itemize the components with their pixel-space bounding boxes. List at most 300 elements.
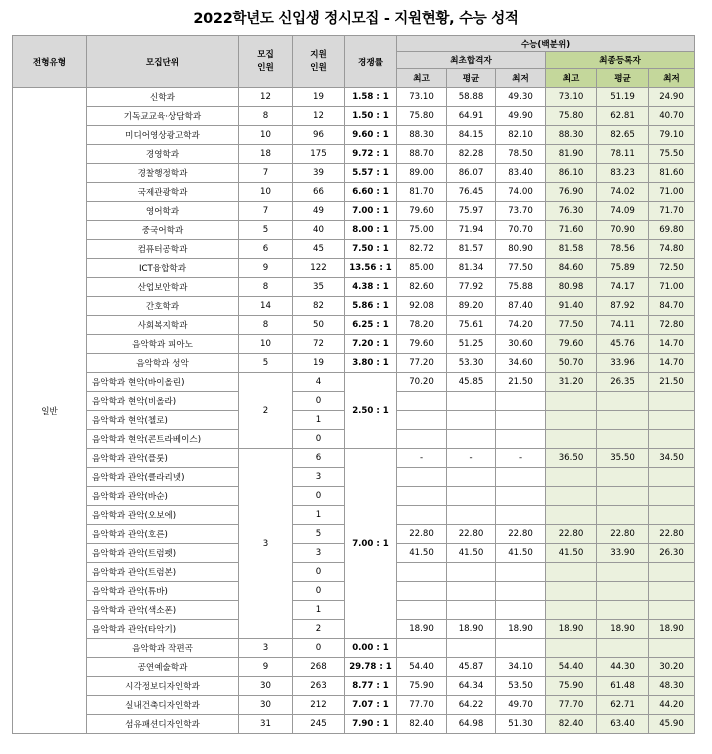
- quota-cell: 30: [239, 696, 293, 715]
- unit-cell: 신학과: [87, 88, 239, 107]
- unit-cell: 음악학과 관악(튜바): [87, 582, 239, 601]
- final-avg: 78.11: [597, 145, 649, 164]
- unit-cell: 영어학과: [87, 202, 239, 221]
- applicants-cell: 45: [293, 240, 345, 259]
- first-min: 73.70: [496, 202, 546, 221]
- unit-cell: 음악학과 관악(트럼본): [87, 563, 239, 582]
- final-max: [546, 392, 597, 411]
- final-min: 14.70: [649, 335, 695, 354]
- header-suneung: 수능(백분위): [397, 36, 695, 52]
- applicants-cell: 39: [293, 164, 345, 183]
- applicants-cell: 40: [293, 221, 345, 240]
- first-min: 75.88: [496, 278, 546, 297]
- first-min: 34.60: [496, 354, 546, 373]
- first-avg: [447, 639, 496, 658]
- applicants-cell: 175: [293, 145, 345, 164]
- first-avg: 58.88: [447, 88, 496, 107]
- first-max: 77.70: [397, 696, 447, 715]
- final-max: [546, 563, 597, 582]
- first-max: 75.80: [397, 107, 447, 126]
- ratio-cell: 13.56 : 1: [345, 259, 397, 278]
- applicants-cell: 3: [293, 544, 345, 563]
- final-min: [649, 411, 695, 430]
- final-avg: 22.80: [597, 525, 649, 544]
- first-max: 22.80: [397, 525, 447, 544]
- final-min: [649, 601, 695, 620]
- final-max: 41.50: [546, 544, 597, 563]
- final-max: 31.20: [546, 373, 597, 392]
- quota-cell: 8: [239, 107, 293, 126]
- first-avg: 18.90: [447, 620, 496, 639]
- first-min: [496, 487, 546, 506]
- unit-cell: 음악학과 관악(클라리넷): [87, 468, 239, 487]
- first-avg: [447, 430, 496, 449]
- first-min: 34.10: [496, 658, 546, 677]
- applicants-cell: 1: [293, 601, 345, 620]
- ratio-cell: 1.50 : 1: [345, 107, 397, 126]
- unit-cell: 음악학과 현악(콘트라베이스): [87, 430, 239, 449]
- final-min: 69.80: [649, 221, 695, 240]
- table-row: [13, 316, 695, 335]
- final-min: [649, 392, 695, 411]
- final-max: 88.30: [546, 126, 597, 145]
- unit-cell: 미디어영상광고학과: [87, 126, 239, 145]
- final-max: [546, 582, 597, 601]
- table-body: [13, 88, 695, 734]
- first-max: 82.60: [397, 278, 447, 297]
- first-avg: [447, 411, 496, 430]
- final-min: 30.20: [649, 658, 695, 677]
- table-row: [13, 715, 695, 734]
- final-avg: 62.81: [597, 107, 649, 126]
- unit-cell: 음악학과 현악(비올라): [87, 392, 239, 411]
- header-first-min: 최저: [496, 69, 546, 88]
- first-avg: 64.22: [447, 696, 496, 715]
- final-min: 81.60: [649, 164, 695, 183]
- first-avg: 75.61: [447, 316, 496, 335]
- unit-cell: 산업보안학과: [87, 278, 239, 297]
- final-max: 79.60: [546, 335, 597, 354]
- first-avg: 75.97: [447, 202, 496, 221]
- header-final-max: 최고: [546, 69, 597, 88]
- first-min: 30.60: [496, 335, 546, 354]
- final-min: 75.50: [649, 145, 695, 164]
- final-min: 44.20: [649, 696, 695, 715]
- header-final-registered: 최종등록자: [546, 52, 695, 69]
- first-min: 41.50: [496, 544, 546, 563]
- header-first-pass: 최초합격자: [397, 52, 546, 69]
- unit-cell: 실내건축디자인학과: [87, 696, 239, 715]
- final-avg: [597, 506, 649, 525]
- unit-cell: 섬유패션디자인학과: [87, 715, 239, 734]
- unit-cell: 음악학과 현악(첼로): [87, 411, 239, 430]
- table-row: [13, 297, 695, 316]
- first-max: 88.30: [397, 126, 447, 145]
- final-min: 26.30: [649, 544, 695, 563]
- first-max: 70.20: [397, 373, 447, 392]
- first-avg: 76.45: [447, 183, 496, 202]
- final-avg: 61.48: [597, 677, 649, 696]
- header-type: 전형유형: [13, 36, 87, 88]
- first-max: [397, 430, 447, 449]
- final-max: 71.60: [546, 221, 597, 240]
- final-avg: 18.90: [597, 620, 649, 639]
- first-min: 22.80: [496, 525, 546, 544]
- final-max: [546, 506, 597, 525]
- unit-cell: 음악학과 관악(색소폰): [87, 601, 239, 620]
- first-min: [496, 582, 546, 601]
- applicants-cell: 6: [293, 449, 345, 468]
- ratio-cell: 7.50 : 1: [345, 240, 397, 259]
- quota-cell: 14: [239, 297, 293, 316]
- quota-cell: 9: [239, 259, 293, 278]
- final-max: 50.70: [546, 354, 597, 373]
- ratio-cell: 7.07 : 1: [345, 696, 397, 715]
- table-row: [13, 183, 695, 202]
- final-avg: 74.09: [597, 202, 649, 221]
- final-min: 71.00: [649, 183, 695, 202]
- table-row: [13, 88, 695, 107]
- applicants-cell: 96: [293, 126, 345, 145]
- first-avg: 71.94: [447, 221, 496, 240]
- final-min: 21.50: [649, 373, 695, 392]
- first-min: [496, 563, 546, 582]
- group-quota-cell: 2: [239, 373, 293, 449]
- final-min: 40.70: [649, 107, 695, 126]
- first-max: [397, 487, 447, 506]
- quota-cell: 10: [239, 335, 293, 354]
- unit-cell: 간호학과: [87, 297, 239, 316]
- first-min: -: [496, 449, 546, 468]
- unit-cell: 경찰행정학과: [87, 164, 239, 183]
- final-max: 75.90: [546, 677, 597, 696]
- first-min: [496, 411, 546, 430]
- first-max: 78.20: [397, 316, 447, 335]
- first-min: [496, 601, 546, 620]
- applicants-cell: 72: [293, 335, 345, 354]
- first-max: 81.70: [397, 183, 447, 202]
- first-max: 18.90: [397, 620, 447, 639]
- final-max: 91.40: [546, 297, 597, 316]
- quota-cell: 30: [239, 677, 293, 696]
- first-max: 82.72: [397, 240, 447, 259]
- final-max: 77.70: [546, 696, 597, 715]
- unit-cell: 음악학과 관악(호른): [87, 525, 239, 544]
- unit-cell: 음악학과 성악: [87, 354, 239, 373]
- header-final-avg: 평균: [597, 69, 649, 88]
- final-avg: 45.76: [597, 335, 649, 354]
- first-max: 41.50: [397, 544, 447, 563]
- quota-cell: 6: [239, 240, 293, 259]
- ratio-cell: 4.38 : 1: [345, 278, 397, 297]
- first-max: 77.20: [397, 354, 447, 373]
- first-max: [397, 601, 447, 620]
- unit-cell: 음악학과 관악(트럼펫): [87, 544, 239, 563]
- first-avg: 84.15: [447, 126, 496, 145]
- table-row-winds: [13, 449, 695, 468]
- first-avg: [447, 468, 496, 487]
- applicants-cell: 0: [293, 392, 345, 411]
- header-quota-label: 모집 인원: [257, 49, 274, 73]
- table-row: [13, 107, 695, 126]
- final-min: 72.80: [649, 316, 695, 335]
- first-max: 85.00: [397, 259, 447, 278]
- first-min: 49.30: [496, 88, 546, 107]
- unit-cell: 중국어학과: [87, 221, 239, 240]
- final-avg: 33.96: [597, 354, 649, 373]
- final-max: 86.10: [546, 164, 597, 183]
- applicants-cell: 0: [293, 487, 345, 506]
- final-min: [649, 506, 695, 525]
- final-max: 22.80: [546, 525, 597, 544]
- group-quota-cell: 3: [239, 449, 293, 639]
- first-avg: 64.91: [447, 107, 496, 126]
- first-min: 87.40: [496, 297, 546, 316]
- final-min: [649, 468, 695, 487]
- ratio-cell: 3.80 : 1: [345, 354, 397, 373]
- admission-type-cell: 일반: [13, 88, 87, 734]
- table-row: [13, 202, 695, 221]
- final-avg: 35.50: [597, 449, 649, 468]
- table-row: [13, 164, 695, 183]
- quota-cell: 7: [239, 202, 293, 221]
- quota-cell: 31: [239, 715, 293, 734]
- final-min: 24.90: [649, 88, 695, 107]
- applicants-cell: 212: [293, 696, 345, 715]
- first-min: 53.50: [496, 677, 546, 696]
- header-applicants-label: 지원 인원: [310, 49, 327, 73]
- table-row: [13, 658, 695, 677]
- final-avg: 83.23: [597, 164, 649, 183]
- first-avg: -: [447, 449, 496, 468]
- applicants-cell: 0: [293, 430, 345, 449]
- quota-cell: 9: [239, 658, 293, 677]
- final-max: 82.40: [546, 715, 597, 734]
- first-avg: [447, 506, 496, 525]
- final-max: 81.90: [546, 145, 597, 164]
- final-max: 81.58: [546, 240, 597, 259]
- first-avg: [447, 392, 496, 411]
- first-max: 73.10: [397, 88, 447, 107]
- group-ratio-cell: 7.00 : 1: [345, 449, 397, 639]
- final-avg: 70.90: [597, 221, 649, 240]
- final-avg: [597, 487, 649, 506]
- unit-cell: 국제관광학과: [87, 183, 239, 202]
- first-max: 54.40: [397, 658, 447, 677]
- applicants-cell: 1: [293, 506, 345, 525]
- final-max: [546, 430, 597, 449]
- applicants-cell: 19: [293, 88, 345, 107]
- ratio-cell: 1.58 : 1: [345, 88, 397, 107]
- ratio-cell: 8.00 : 1: [345, 221, 397, 240]
- final-min: 45.90: [649, 715, 695, 734]
- applicants-cell: 4: [293, 373, 345, 392]
- final-avg: 78.56: [597, 240, 649, 259]
- table-row: [13, 145, 695, 164]
- table-row: [13, 354, 695, 373]
- ratio-cell: 6.60 : 1: [345, 183, 397, 202]
- first-max: 92.08: [397, 297, 447, 316]
- final-avg: [597, 430, 649, 449]
- first-min: 70.70: [496, 221, 546, 240]
- first-max: 79.60: [397, 335, 447, 354]
- first-avg: 82.28: [447, 145, 496, 164]
- header-quota: [239, 36, 293, 88]
- header-applicants: [293, 36, 345, 88]
- final-max: 36.50: [546, 449, 597, 468]
- ratio-cell: 7.00 : 1: [345, 202, 397, 221]
- quota-cell: 7: [239, 164, 293, 183]
- ratio-cell: 7.20 : 1: [345, 335, 397, 354]
- first-max: 75.00: [397, 221, 447, 240]
- ratio-cell: 9.60 : 1: [345, 126, 397, 145]
- group-ratio-cell: 2.50 : 1: [345, 373, 397, 449]
- first-avg: 81.57: [447, 240, 496, 259]
- final-max: 80.98: [546, 278, 597, 297]
- table-row: [13, 696, 695, 715]
- first-max: [397, 468, 447, 487]
- header-unit: 모집단위: [87, 36, 239, 88]
- applicants-cell: 1: [293, 411, 345, 430]
- table-row: [13, 126, 695, 145]
- table-row: [13, 335, 695, 354]
- page-title: 2022학년도 신입생 정시모집 - 지원현황, 수능 성적: [193, 11, 519, 27]
- first-avg: 41.50: [447, 544, 496, 563]
- first-avg: [447, 601, 496, 620]
- ratio-cell: 8.77 : 1: [345, 677, 397, 696]
- first-min: 49.70: [496, 696, 546, 715]
- first-avg: [447, 563, 496, 582]
- quota-cell: 8: [239, 316, 293, 335]
- final-avg: [597, 411, 649, 430]
- unit-cell: 음악학과 관악(바순): [87, 487, 239, 506]
- applicants-cell: 12: [293, 107, 345, 126]
- final-min: 72.50: [649, 259, 695, 278]
- final-min: [649, 582, 695, 601]
- quota-cell: 10: [239, 183, 293, 202]
- final-min: 22.80: [649, 525, 695, 544]
- first-avg: 22.80: [447, 525, 496, 544]
- final-avg: 82.65: [597, 126, 649, 145]
- final-max: 18.90: [546, 620, 597, 639]
- final-avg: 87.92: [597, 297, 649, 316]
- first-min: 49.90: [496, 107, 546, 126]
- first-min: [496, 430, 546, 449]
- final-max: 73.10: [546, 88, 597, 107]
- final-avg: 33.90: [597, 544, 649, 563]
- applicants-cell: 50: [293, 316, 345, 335]
- first-min: 74.00: [496, 183, 546, 202]
- quota-cell: 8: [239, 278, 293, 297]
- final-avg: 51.19: [597, 88, 649, 107]
- unit-cell: 시각정보디자인학과: [87, 677, 239, 696]
- first-avg: 45.87: [447, 658, 496, 677]
- first-avg: 51.25: [447, 335, 496, 354]
- first-max: [397, 506, 447, 525]
- first-min: 77.50: [496, 259, 546, 278]
- table-row: [13, 639, 695, 658]
- final-avg: [597, 582, 649, 601]
- final-avg: [597, 563, 649, 582]
- applicants-cell: 245: [293, 715, 345, 734]
- table-row: [13, 259, 695, 278]
- final-min: 18.90: [649, 620, 695, 639]
- first-avg: 89.20: [447, 297, 496, 316]
- applicants-cell: 5: [293, 525, 345, 544]
- first-avg: [447, 582, 496, 601]
- first-avg: 86.07: [447, 164, 496, 183]
- first-max: 89.00: [397, 164, 447, 183]
- unit-cell: 공연예술학과: [87, 658, 239, 677]
- final-max: [546, 601, 597, 620]
- unit-cell: 경영학과: [87, 145, 239, 164]
- quota-cell: 12: [239, 88, 293, 107]
- final-avg: 44.30: [597, 658, 649, 677]
- ratio-cell: 7.90 : 1: [345, 715, 397, 734]
- final-avg: [597, 601, 649, 620]
- table-row: [13, 677, 695, 696]
- final-min: 48.30: [649, 677, 695, 696]
- final-max: 54.40: [546, 658, 597, 677]
- first-max: 79.60: [397, 202, 447, 221]
- final-avg: [597, 468, 649, 487]
- first-max: [397, 582, 447, 601]
- first-min: 18.90: [496, 620, 546, 639]
- final-min: 84.70: [649, 297, 695, 316]
- first-min: [496, 506, 546, 525]
- final-avg: [597, 392, 649, 411]
- header-first-max: 최고: [397, 69, 447, 88]
- final-min: [649, 563, 695, 582]
- first-avg: 45.85: [447, 373, 496, 392]
- first-max: 75.90: [397, 677, 447, 696]
- first-min: 51.30: [496, 715, 546, 734]
- applicants-cell: 82: [293, 297, 345, 316]
- final-max: [546, 639, 597, 658]
- final-min: 79.10: [649, 126, 695, 145]
- ratio-cell: 5.57 : 1: [345, 164, 397, 183]
- final-avg: 74.11: [597, 316, 649, 335]
- unit-cell: 음악학과 작편곡: [87, 639, 239, 658]
- final-avg: 75.89: [597, 259, 649, 278]
- table-row-strings: [13, 373, 695, 392]
- final-avg: 62.71: [597, 696, 649, 715]
- first-max: [397, 411, 447, 430]
- admissions-table: [12, 35, 695, 734]
- ratio-cell: 0.00 : 1: [345, 639, 397, 658]
- table-header: [13, 36, 695, 88]
- first-min: 82.10: [496, 126, 546, 145]
- final-min: 34.50: [649, 449, 695, 468]
- quota-cell: 5: [239, 221, 293, 240]
- quota-cell: 5: [239, 354, 293, 373]
- applicants-cell: 268: [293, 658, 345, 677]
- final-avg: 74.17: [597, 278, 649, 297]
- unit-cell: 사회복지학과: [87, 316, 239, 335]
- first-max: [397, 639, 447, 658]
- final-min: 71.70: [649, 202, 695, 221]
- first-min: 83.40: [496, 164, 546, 183]
- ratio-cell: 6.25 : 1: [345, 316, 397, 335]
- final-min: [649, 487, 695, 506]
- first-min: 80.90: [496, 240, 546, 259]
- header-final-min: 최저: [649, 69, 695, 88]
- unit-cell: 음악학과 관악(플룻): [87, 449, 239, 468]
- final-avg: 63.40: [597, 715, 649, 734]
- final-max: [546, 487, 597, 506]
- first-avg: 64.34: [447, 677, 496, 696]
- first-avg: 77.92: [447, 278, 496, 297]
